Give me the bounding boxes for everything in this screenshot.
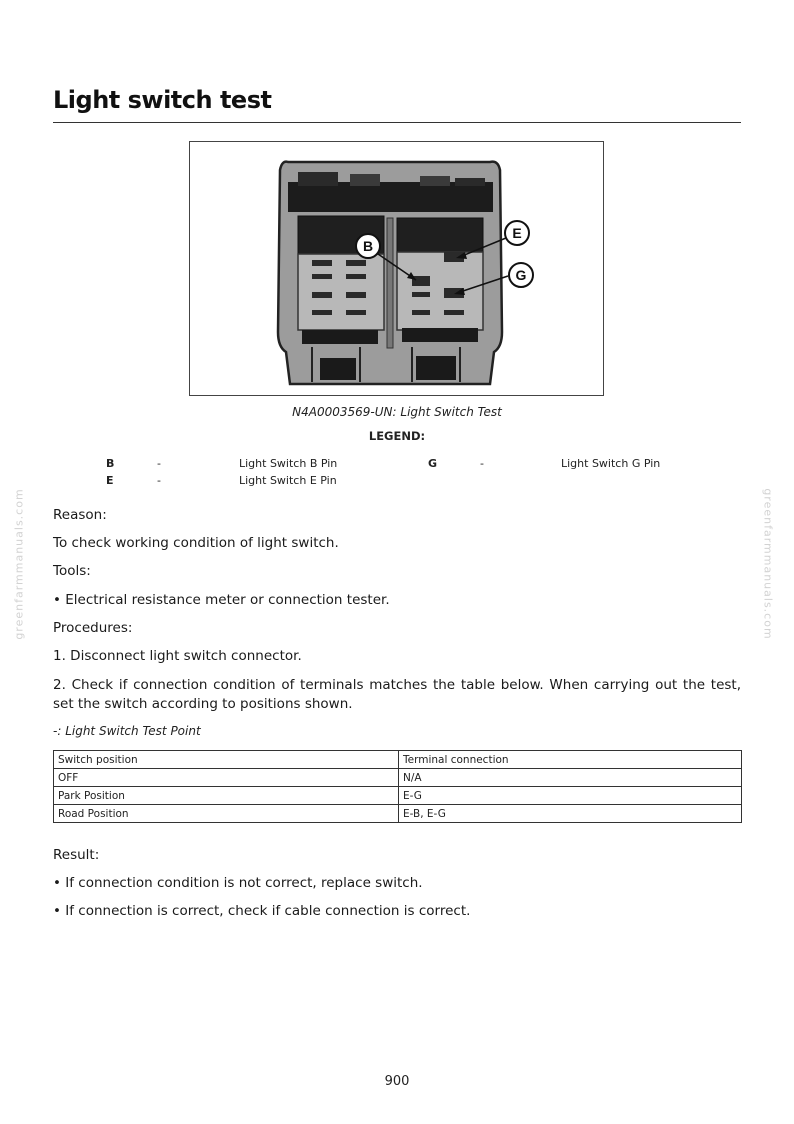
table-header-terminal-connection: Terminal connection [399, 751, 742, 769]
table-cell: OFF [54, 769, 399, 787]
table-caption: -: Light Switch Test Point [53, 724, 201, 738]
result-item-1: • If connection condition is not correct, replace switch. [53, 875, 423, 891]
callout-g-label: G [515, 267, 527, 283]
table-cell: E-B, E-G [399, 805, 742, 823]
legend-key-g: G [428, 457, 438, 470]
table-cell: Park Position [54, 787, 399, 805]
legend-key-e: E [106, 474, 114, 487]
reason-heading: Reason: [53, 507, 107, 523]
test-point-table [53, 750, 742, 823]
legend-sep-e: - [157, 474, 161, 487]
callout-e [505, 221, 529, 245]
callout-e-label: E [512, 225, 522, 241]
result-heading: Result: [53, 847, 100, 863]
callout-b [356, 234, 380, 258]
table-cell: E-G [399, 787, 742, 805]
legend-key-b: B [106, 457, 115, 470]
table-header-switch-position: Switch position [54, 751, 399, 769]
figure-caption: N4A0003569-UN: Light Switch Test [292, 405, 502, 419]
table-row [54, 787, 742, 805]
result-item-2: • If connection is correct, check if cable connection is correct. [53, 903, 471, 919]
callout-b-label: B [362, 238, 374, 254]
procedure-step-2: 2. Check if connection condition of terminals matches the table below. When carrying out the test, set the switch according to positions shown. [53, 677, 741, 712]
table-row [54, 769, 742, 787]
procedures-heading: Procedures: [53, 620, 133, 636]
legend-sep-b: - [157, 457, 161, 470]
legend-label-b: Light Switch B Pin [239, 457, 338, 470]
title-divider [53, 122, 741, 123]
page-title: Light switch test [53, 86, 272, 114]
legend-sep-g: - [480, 457, 484, 470]
light-switch-connector-illustration [190, 142, 602, 394]
table-cell: N/A [399, 769, 742, 787]
procedure-step-1: 1. Disconnect light switch connector. [53, 648, 302, 664]
table-cell: Road Position [54, 805, 399, 823]
figure-frame [189, 141, 604, 396]
table-row [54, 805, 742, 823]
tools-heading: Tools: [53, 563, 91, 579]
table-header-row [54, 751, 742, 769]
tools-item: • Electrical resistance meter or connection tester. [53, 592, 390, 608]
watermark-right: greenfarmmanuals.com [761, 488, 775, 640]
reason-text: To check working condition of light switch. [53, 535, 339, 551]
legend-label-g: Light Switch G Pin [561, 457, 661, 470]
legend-title: LEGEND: [368, 429, 426, 443]
page-number: 900 [384, 1074, 410, 1089]
legend-label-e: Light Switch E Pin [239, 474, 337, 487]
callout-g [509, 263, 533, 287]
watermark-left: greenfarmmanuals.com [12, 488, 26, 640]
